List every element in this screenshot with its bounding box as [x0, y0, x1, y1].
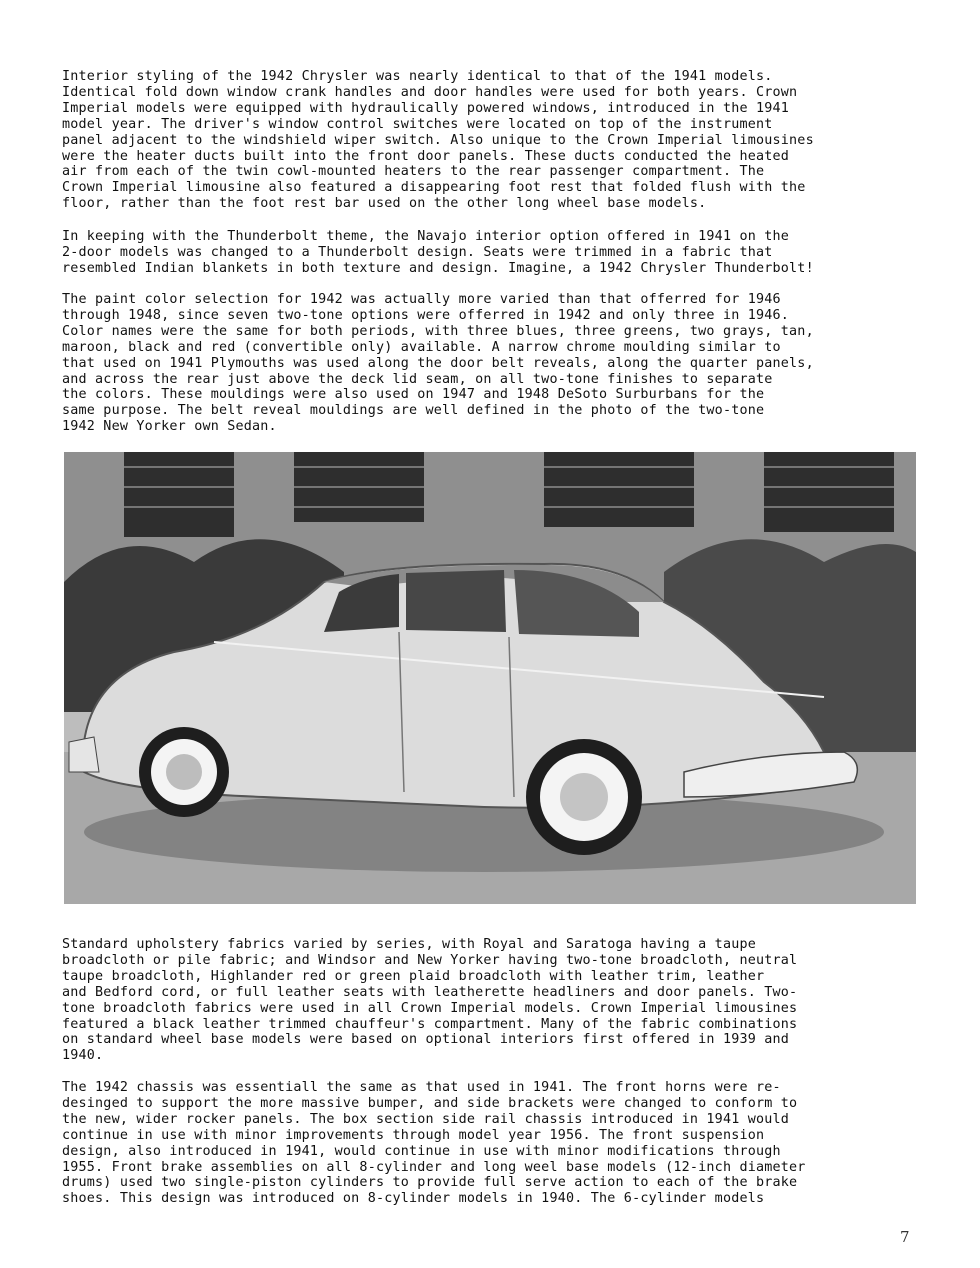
page-number: 7 — [900, 1228, 910, 1246]
paragraph-thunderbolt-theme: In keeping with the Thunderbolt theme, the Navajo interior option offered in 1941 on the 2-door models was changed to a Thunderbolt design. Seats were trimmed in a fabric that resembled Indian blankets in both texture and design. Imagine, a 1942 Chrysler Thunderbolt! — [62, 229, 814, 276]
paragraph-upholstery-fabrics: Standard upholstery fabrics varied by series, with Royal and Saratoga having a taupe broadcloth or pile fabric; and Windsor and New Yorker having two-tone broadcloth, neutral taupe broadcloth, Highlander red or green plaid broadcloth with leather trim, leather and Bedford cord, or full leather seats with leatherette headliners and door panels. Two- tone broadcloth fabrics were used in all Crown Imperial models. Crown Imperial limousines featured a black leather trimmed chauffeur's compartment. Many of the fabric combinations on standard wheel base models were based on optional interiors first offered in 1939 and 1940. — [62, 937, 798, 1064]
paragraph-chassis: The 1942 chassis was essentiall the same as that used in 1941. The front horns were re- desinged to support the more massive bumper, and side brackets were changed to conform to the new, wider rocker panels. The box section side rail chassis introduced in 1941 would continue in use with minor improvements through model year 1956. The front suspension design, also introduced in 1941, would continue in use with minor modifications through 1955. Front brake assemblies on all 8-cylinder and long weel base models (12-inch diameter drums) used two single-piston cylinders to provide full serve action to each of the brake shoes. This design was introduced on 8-cylinder models in 1940. The 6-cylinder models — [62, 1080, 806, 1207]
paragraph-paint-colors: The paint color selection for 1942 was actually more varied than that offerred for 1946 through 1948, since seven two-tone options were offerred in 1942 and only three in 1946. Color names were the same for both periods, with three blues, three greens, two grays, tan, maroon, black and red (convertible only) available. A narrow chrome moulding similar to that used on 1941 Plymouths was used along the door belt reveals, along the quarter panels, and across the rear just above the deck lid seam, on all two-tone finishes to separate the colors. These mouldings were also used on 1947 and 1948 DeSoto Surburbans for the same purpose. The belt reveal mouldings are well defined in the photo of the two-tone 1942 New Yorker own Sedan. — [62, 292, 814, 435]
paragraph-interior-styling: Interior styling of the 1942 Chrysler was nearly identical to that of the 1941 models. Identical fold down window crank handles and door handles were used for both years. Crown Imperial models were equipped with hydraulically powered windows, introduced in the 1941 model year. The driver's window control switches were located on top of the instrument panel adjacent to the windshield wiper switch. Also unique to the Crown Imperial limousines were the heater ducts built into the front door panels. These ducts conducted the heated air from each of the twin cowl-mounted heaters to the rear passenger compartment. The Crown Imperial limousine also featured a disappearing foot rest that folded flush with the floor, rather than the foot rest bar used on the other long wheel base models. — [62, 69, 814, 212]
car-photo — [64, 452, 916, 904]
